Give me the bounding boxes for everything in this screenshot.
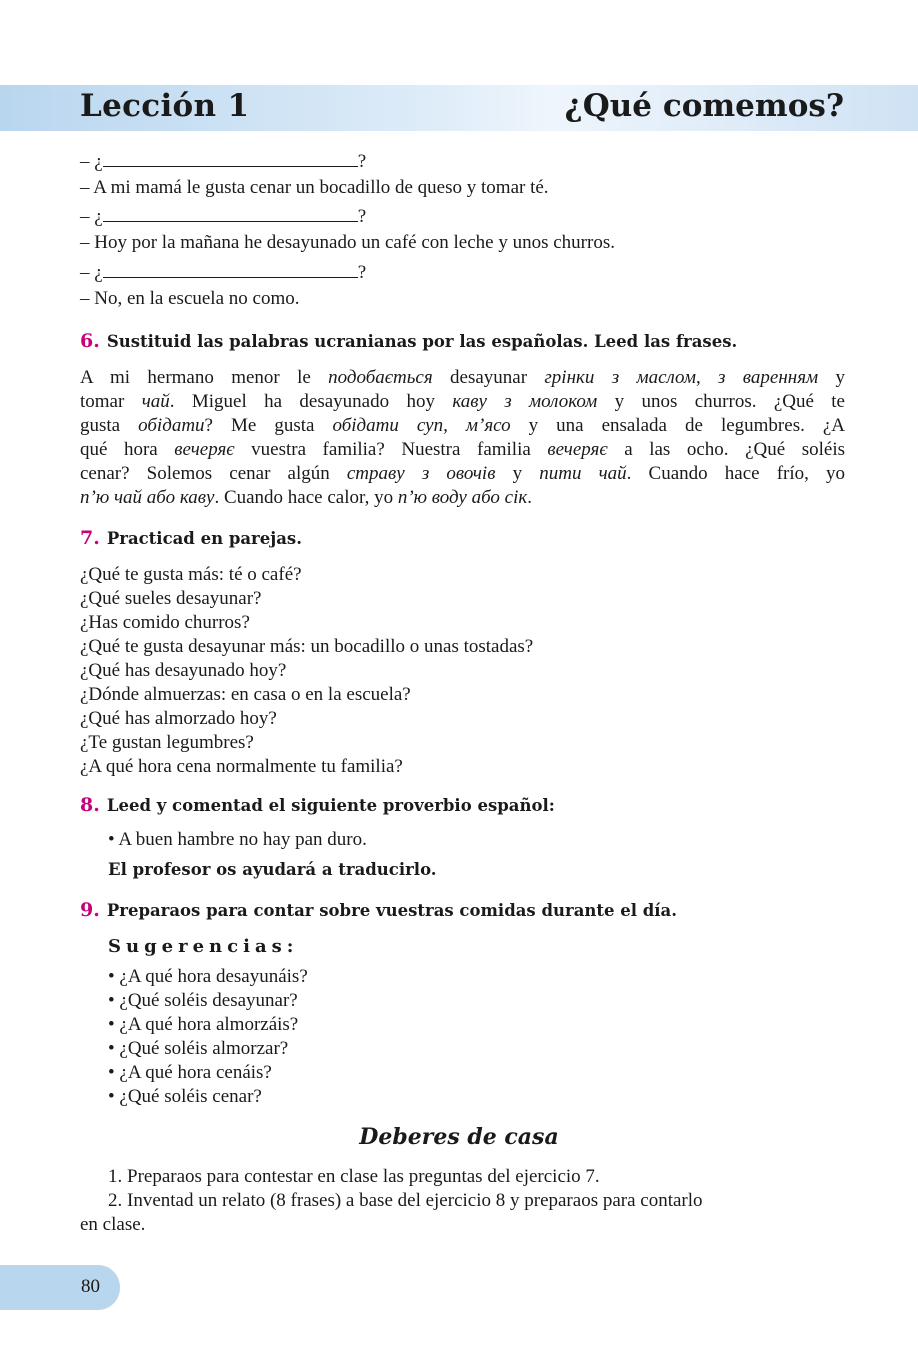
ukrainian-phrase: подобається [328,367,433,388]
paragraph-line [80,438,845,462]
question-line: ¿Qué has almorzado hoy? [80,708,277,729]
exercise-instruction: Practicad en parejas. [106,529,302,548]
exercise-number: 7. [80,527,100,549]
ukrainian-phrase: з варенням [718,367,819,388]
suggestion-item: • ¿A qué hora cenáis? [108,1062,272,1083]
homework-item-1: 1. Preparaos para contestar en clase las preguntas del ejercicio 7. [108,1166,600,1187]
text-segment: gusta [80,415,139,436]
homework-item-2: 2. Inventad un relato (8 frases) a base del ejercicio 8 y preparaos para contarlo [108,1190,703,1211]
proverb: • A buen hambre no hay pan duro. [108,829,367,850]
answer-blank[interactable] [103,261,358,278]
text-segment: . Cuando hace frío, yo [626,463,846,484]
text-segment: y una ensalada de legumbres. ¿A [510,415,846,436]
exercise-7-heading [80,527,302,549]
question-line: ¿Has comido churros? [80,612,250,633]
text-segment: desayunar [432,367,545,388]
exercise-6-paragraph [80,366,845,510]
ukrainian-phrase: обідати [138,415,205,436]
dialog-answer-1: – A mi mamá le gusta cenar un bocadillo de queso y tomar té. [80,177,549,198]
ukrainian-phrase: каву з молоком [452,391,598,412]
exercise-number: 6. [80,330,100,352]
suggestion-item: • ¿Qué soléis almorzar? [108,1038,289,1059]
homework-title: Deberes de casa [359,1124,559,1150]
text-segment: a las ocho. ¿Qué soléis [607,439,845,460]
dialog-answer-2: – Hoy por la mañana he desayunado un café con leche y unos churros. [80,232,615,253]
ukrainian-phrase: страву з овочів [346,463,496,484]
page-number: 80 [81,1276,100,1297]
text-segment: y [495,463,540,484]
paragraph-line [80,462,845,486]
text-segment: . [527,487,532,508]
ukrainian-phrase: чай [141,391,170,412]
question-line: ¿A qué hora cena normalmente tu familia? [80,756,403,777]
answer-blank[interactable] [103,205,358,222]
text-segment: tomar [80,391,142,412]
lesson-number: Lección 1 [80,88,250,124]
exercise-6-heading [80,330,737,352]
exercise-8-note: El profesor os ayudará a traducirlo. [108,860,437,879]
ukrainian-phrase: вечеряє [547,439,608,460]
homework-item-2-continued: en clase. [80,1214,146,1235]
suggestion-item: • ¿A qué hora almorzáis? [108,1014,299,1035]
suggestion-item: • ¿A qué hora desayunáis? [108,966,308,987]
text-segment: A mi hermano menor le [80,367,329,388]
question-line: ¿Qué te gusta desayunar más: un bocadillo o unas tostadas? [80,636,534,657]
question-line: ¿Qué te gusta más: té o café? [80,564,302,585]
exercise-instruction: Sustituid las palabras ucranianas por las españolas. Leed las frases. [106,332,738,351]
question-line: ¿Qué has desayunado hoy? [80,660,287,681]
exercise-instruction: Leed y comentad el siguiente proverbio español: [106,796,555,815]
text-segment: y unos churros. ¿Qué te [597,391,845,412]
text-segment: y [818,367,845,388]
question-line: ¿Te gustan legumbres? [80,732,254,753]
text-segment: . Miguel ha desayunado hoy [169,391,453,412]
dialog-question-1: – ¿ ? [80,151,367,172]
page-number-tab [0,1265,120,1310]
text-segment: ? Me gusta [204,415,333,436]
ukrainian-phrase: вечеряє [174,439,235,460]
ukrainian-phrase: пити чай [539,463,627,484]
paragraph-line [80,414,845,438]
suggestion-item: • ¿Qué soléis desayunar? [108,990,298,1011]
exercise-instruction: Preparaos para contar sobre vuestras comidas durante el día. [106,901,677,920]
ukrainian-phrase: грінки з маслом [544,367,696,388]
text-segment: cenar? Solemos cenar algún [80,463,347,484]
lesson-title: ¿Qué comemos? [564,88,844,124]
dialog-question-3: – ¿ ? [80,262,367,283]
dialog-answer-3: – No, en la escuela no como. [80,288,300,309]
ukrainian-phrase: п’ю чай або каву [80,487,215,508]
paragraph-line [80,486,845,510]
ukrainian-phrase: обідати суп, м’ясо [332,415,511,436]
paragraph-line [80,366,845,390]
sugerencias-label: Sugerencias: [108,936,299,957]
ukrainian-phrase: п’ю воду або сік [397,487,528,508]
dialog-question-2: – ¿ ? [80,206,367,227]
question-line: ¿Dónde almuerzas: en casa o en la escuela? [80,684,411,705]
text-segment: qué hora [80,439,175,460]
exercise-number: 8. [80,794,100,816]
suggestion-item: • ¿Qué soléis cenar? [108,1086,262,1107]
question-line: ¿Qué sueles desayunar? [80,588,262,609]
exercise-9-heading [80,899,677,921]
exercise-number: 9. [80,899,100,921]
answer-blank[interactable] [103,150,358,167]
paragraph-line [80,390,845,414]
text-segment: . Cuando hace calor, yo [214,487,398,508]
text-segment: , [695,367,719,388]
text-segment: vuestra familia? Nuestra familia [234,439,548,460]
exercise-8-heading [80,794,555,816]
